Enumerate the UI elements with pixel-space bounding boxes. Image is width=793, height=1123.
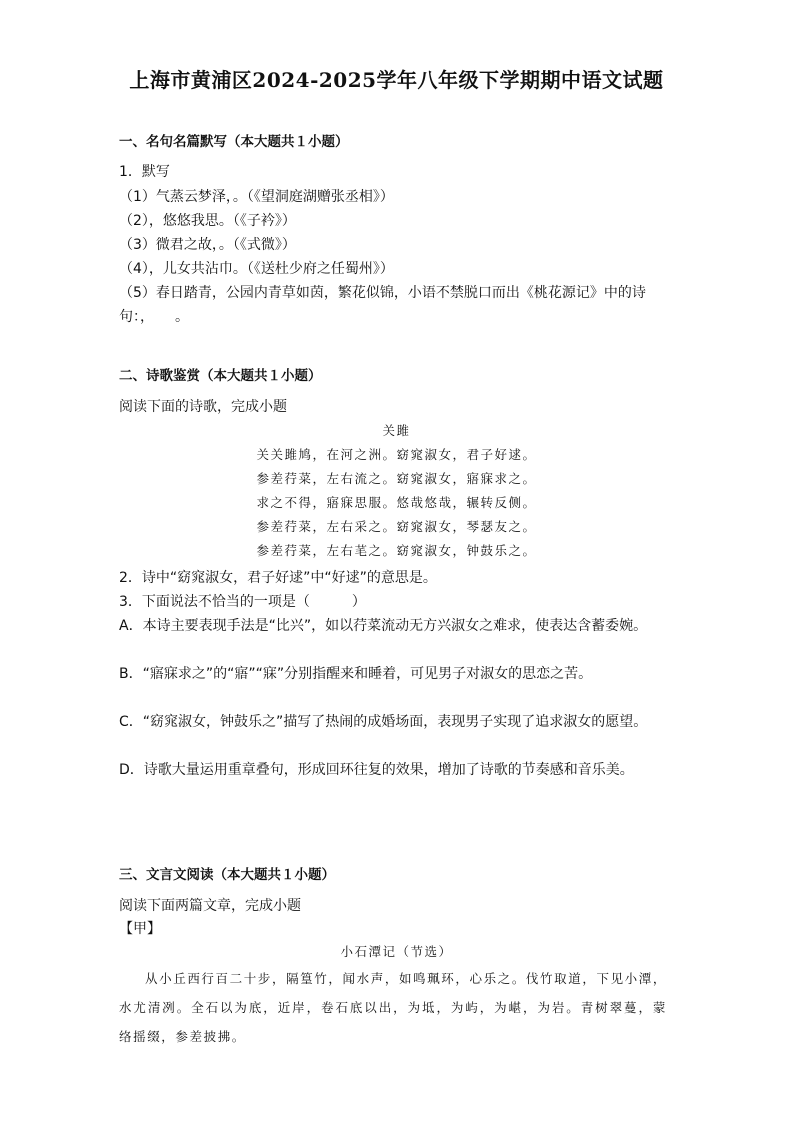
option-d: D．诗歌大量运用重章叠句，形成回环往复的效果，增加了诗歌的节奏感和音乐美。 — [119, 762, 634, 778]
section-heading-1: 一、名句名篇默写（本大题共１小题） — [119, 134, 349, 150]
section-heading-3: 三、文言文阅读（本大题共１小题） — [119, 867, 335, 883]
option-b: B．“寤寐求之”的“寤”“寐”分别指醒来和睡着，可见男子对淑女的思恋之苦。 — [119, 666, 593, 682]
recitation-item-4: （4），儿女共沾巾。（《送杜少府之任蜀州》） — [119, 261, 394, 277]
question-1-label: 1．默写 — [119, 164, 170, 180]
question-2: 2．诗中“窈窕淑女，君子好逑”中“好逑”的意思是。 — [119, 570, 437, 586]
recitation-item-2: （2），悠悠我思。（《子衿》） — [119, 213, 296, 229]
passage-label-jia: 【甲】 — [119, 921, 161, 937]
poem-line: 参差荇菜，左右采之。窈窕淑女，琴瑟友之。 — [256, 519, 537, 534]
recitation-item-1: （1）气蒸云梦泽，。（《望洞庭湖赠张丞相》） — [119, 189, 394, 205]
section-heading-2: 二、诗歌鉴赏（本大题共１小题） — [119, 368, 322, 384]
poem-intro: 阅读下面的诗歌，完成小题 — [119, 399, 287, 415]
poem-line: 参差荇菜，左右芼之。窈窕淑女，钟鼓乐之。 — [256, 543, 537, 558]
option-a: A．本诗主要表现手法是“比兴”，如以荇菜流动无方兴淑女之难求，使表达含蓄委婉。 — [119, 618, 648, 634]
poem-line: 关关雎鸠，在河之洲。窈窕淑女，君子好逑。 — [256, 447, 537, 462]
poem-line: 求之不得，寤寐思服。悠哉悠哉，辗转反侧。 — [256, 495, 537, 510]
passage-title: 小石潭记（节选） — [340, 944, 453, 959]
recitation-item-5: （5）春日踏青，公园内青草如茵，繁花似锦，小语不禁脱口而出《桃花源记》中的诗句：， 。 — [119, 285, 646, 325]
poem-title: 关雎 — [382, 423, 411, 438]
option-c: C．“窈窕淑女，钟鼓乐之”描写了热闹的成婚场面，表现男子实现了追求淑女的愿望。 — [119, 714, 648, 730]
reading-intro: 阅读下面两篇文章，完成小题 — [119, 898, 301, 914]
document-title: 上海市黄浦区2024-2025学年八年级下学期期中语文试题 — [129, 68, 664, 92]
passage-text: 从小丘西行百二十步，隔篁竹，闻水声，如鸣珮环，心乐之。伐竹取道，下见小潭，水尤清冽。全石以为底，近岸，卷石底以出，为坻，为屿，为嵁，为岩。青树翠蔓，蒙络摇缀，参差披拂。 — [119, 971, 667, 1044]
question-3: 3．下面说法不恰当的一项是（ ） — [119, 594, 366, 610]
poem-line: 参差荇菜，左右流之。窈窕淑女，寤寐求之。 — [256, 471, 537, 486]
recitation-item-3: （3）微君之故，。（《式微》） — [119, 237, 296, 253]
